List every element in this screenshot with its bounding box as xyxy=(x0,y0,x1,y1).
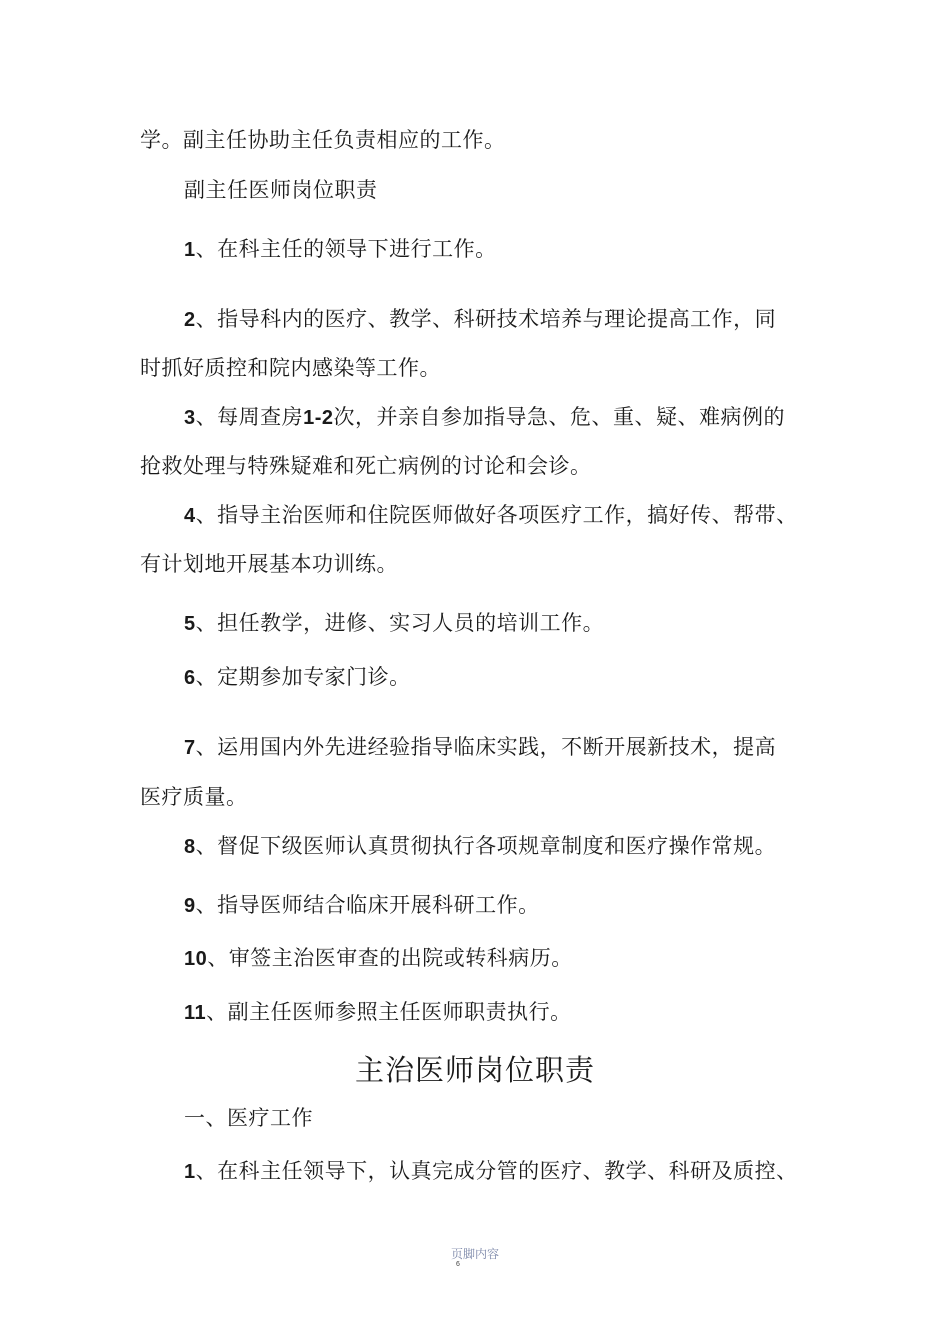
list-item-continuation: 时抓好质控和院内感染等工作。 xyxy=(140,356,441,380)
list-item: 7、运用国内外先进经验指导临床实践，不断开展新技术，提高 xyxy=(184,735,777,759)
list-item: 4、指导主治医师和住院医师做好各项医疗工作，搞好传、帮带、 xyxy=(184,503,798,527)
item-number: 5 xyxy=(184,613,196,635)
list-item: 6、定期参加专家门诊。 xyxy=(184,665,411,689)
frequency-number: 1-2 xyxy=(303,407,334,429)
list-item: 3、每周查房1-2次，并亲自参加指导急、危、重、疑、难病例的 xyxy=(184,405,786,429)
item-number: 7 xyxy=(184,737,196,759)
item-number: 9 xyxy=(184,895,196,917)
text-line: 学。副主任协助主任负责相应的工作。 xyxy=(140,128,506,152)
item-number: 2 xyxy=(184,309,196,331)
list-item-continuation: 医疗质量。 xyxy=(140,785,248,809)
item-number: 10 xyxy=(184,948,208,970)
item-number: 1 xyxy=(184,1161,196,1183)
list-item: 2、指导科内的医疗、教学、科研技术培养与理论提高工作，同 xyxy=(184,307,777,331)
list-item: 8、督促下级医师认真贯彻执行各项规章制度和医疗操作常规。 xyxy=(184,834,777,858)
section-title: 主治医师岗位职责 xyxy=(354,1053,595,1087)
item-number: 6 xyxy=(184,667,196,689)
subsection-heading: 一、医疗工作 xyxy=(184,1106,313,1130)
subsection-heading: 副主任医师岗位职责 xyxy=(184,178,378,202)
list-item-continuation: 有计划地开展基本功训练。 xyxy=(140,552,398,576)
page-footer: 页脚内容 xyxy=(450,1247,499,1261)
list-item: 5、担任教学，进修、实习人员的培训工作。 xyxy=(184,611,605,635)
list-item: 1、在科主任领导下，认真完成分管的医疗、教学、科研及质控、 xyxy=(184,1159,798,1183)
item-number: 11 xyxy=(184,1002,207,1024)
list-item: 9、指导医师结合临床开展科研工作。 xyxy=(184,893,540,917)
list-item: 11、副主任医师参照主任医师职责执行。 xyxy=(184,1000,572,1024)
item-number: 3 xyxy=(184,407,196,429)
item-number: 8 xyxy=(184,836,196,858)
page-number: 6 xyxy=(456,1261,460,1268)
list-item: 10、审签主治医审查的出院或转科病历。 xyxy=(184,946,573,970)
item-number: 1 xyxy=(184,239,196,261)
item-number: 4 xyxy=(184,505,196,527)
list-item: 1、在科主任的领导下进行工作。 xyxy=(184,237,497,261)
list-item-continuation: 抢救处理与特殊疑难和死亡病例的讨论和会诊。 xyxy=(140,454,592,478)
